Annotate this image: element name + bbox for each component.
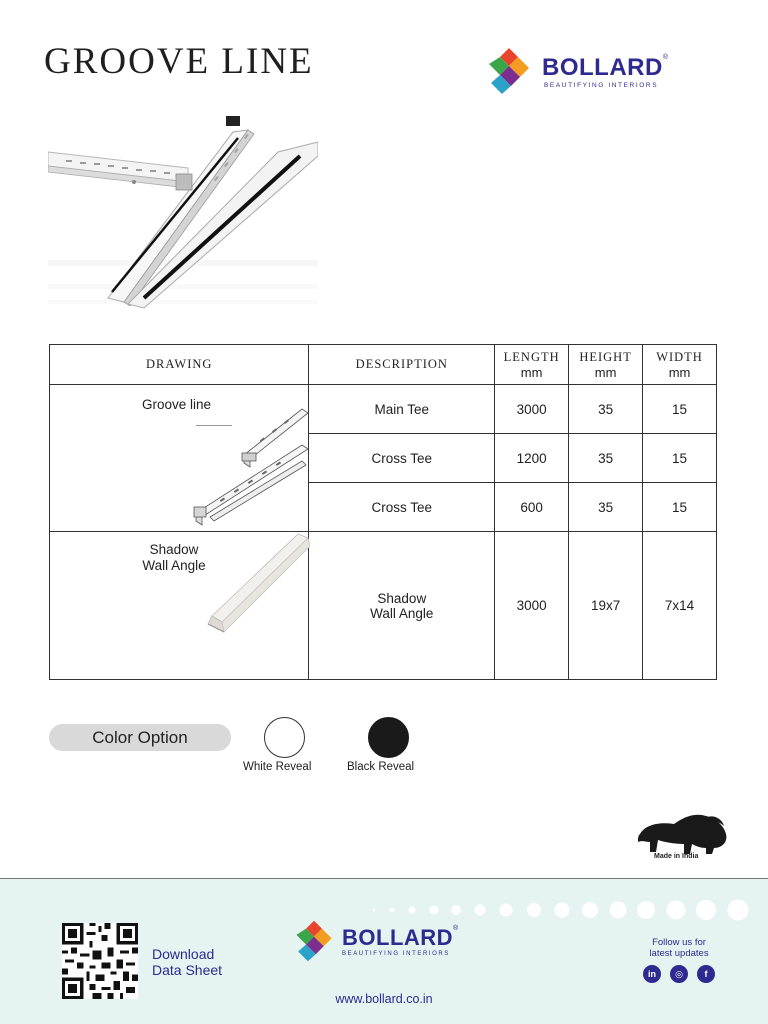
color-option-label: Color Option [49, 724, 231, 751]
shadow-label-line2: Wall Angle [142, 558, 206, 573]
spec-table [49, 344, 717, 680]
row-length: 3000 [495, 385, 569, 434]
bollard-logo-mark [292, 919, 336, 963]
row-length: 600 [495, 483, 569, 532]
row-description-line2: Wall Angle [370, 605, 434, 621]
qr-code[interactable] [62, 923, 138, 999]
row-width: 15 [643, 385, 717, 434]
page-title: GROOVE LINE [44, 41, 314, 82]
website-link[interactable]: www.bollard.co.in [335, 992, 433, 1006]
follow-us-text [634, 937, 724, 959]
instagram-icon[interactable]: ◎ [670, 965, 688, 983]
table-row [50, 532, 717, 680]
shadow-label-line1: Shadow [149, 542, 199, 557]
follow-line2: latest updates [649, 948, 709, 959]
footer-bollard-logo [292, 919, 458, 963]
header-height-unit: mm [594, 364, 617, 380]
white-reveal-label: White Reveal [243, 761, 312, 773]
footer-brand-tagline: BEAUTIFYING INTERIORS [342, 951, 450, 957]
row-width: 15 [643, 483, 717, 532]
download-line1: Download [152, 946, 215, 962]
white-reveal-swatch [264, 717, 305, 758]
bollard-logo-mark [484, 46, 534, 96]
row-width: 7x14 [643, 532, 717, 680]
black-reveal-label: Black Reveal [347, 761, 415, 773]
facebook-icon[interactable]: f [697, 965, 715, 983]
row-height: 35 [569, 434, 643, 483]
header-height [569, 345, 643, 385]
linkedin-icon[interactable]: in [643, 965, 661, 983]
lion-icon [636, 808, 730, 872]
shadow-wall-angle-drawing-cell [50, 532, 309, 680]
header-description: DESCRIPTION [309, 345, 495, 385]
download-data-sheet-link[interactable] [152, 946, 222, 978]
made-in-india-label: Made in India [654, 853, 699, 860]
row-width: 15 [643, 434, 717, 483]
groove-line-product-image [48, 112, 318, 312]
header-length-unit: mm [520, 364, 543, 380]
row-description: Main Tee [309, 385, 495, 434]
brand-name: BOLLARD [542, 53, 663, 81]
row-description: Cross Tee [309, 434, 495, 483]
header-width [643, 345, 717, 385]
black-reveal-swatch [368, 717, 409, 758]
footer [0, 878, 768, 1024]
header-width-label: WIDTH [656, 349, 703, 364]
footer-brand-reg: ® [453, 925, 459, 932]
header-height-label: HEIGHT [579, 349, 632, 364]
brand-reg: ® [662, 53, 668, 61]
row-description: Cross Tee [309, 483, 495, 532]
row-description-line1: Shadow [377, 590, 427, 606]
row-description [309, 532, 495, 680]
groove-line-drawing [190, 399, 310, 529]
row-length: 1200 [495, 434, 569, 483]
table-row [50, 385, 717, 434]
download-line2: Data Sheet [152, 962, 223, 978]
header-length [495, 345, 569, 385]
footer-brand-name: BOLLARD [342, 925, 454, 950]
shadow-wall-angle-drawing [190, 532, 310, 636]
header-length-label: LENGTH [503, 349, 560, 364]
row-height: 19x7 [569, 532, 643, 680]
row-height: 35 [569, 483, 643, 532]
header-drawing: DRAWING [50, 345, 309, 385]
row-length: 3000 [495, 532, 569, 680]
row-height: 35 [569, 385, 643, 434]
header-width-unit: mm [668, 364, 691, 380]
groove-line-drawing-cell [50, 385, 309, 532]
table-header-row [50, 345, 717, 385]
brand-tagline: BEAUTIFYING INTERIORS [544, 81, 659, 89]
follow-line1: Follow us for [652, 937, 706, 948]
groove-line-label: Groove line [142, 397, 212, 412]
bollard-logo [484, 46, 668, 96]
